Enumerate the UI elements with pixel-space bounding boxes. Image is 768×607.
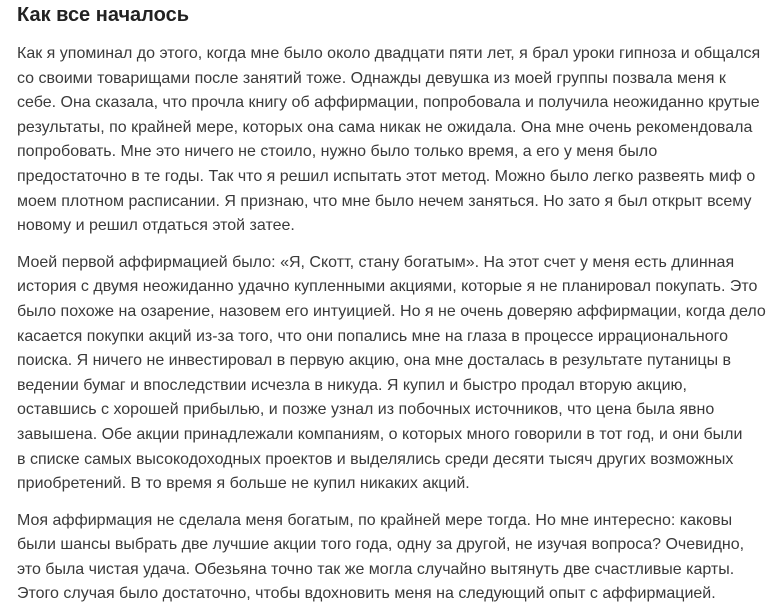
paragraph-line: приобретений. В то время я больше не купил никаких акций. — [17, 475, 470, 493]
paragraph-line: предостаточно в те годы. Так что я решил испытать этот метод. Можно было легко развеять миф о — [17, 167, 756, 185]
paragraph-line: были шансы выбрать две лучшие акции того года, одну за другой, не изучая вопроса? Очевидно, — [17, 536, 745, 554]
paragraph-2 — [17, 251, 765, 497]
paragraph-1 — [17, 42, 765, 239]
paragraph-line: себе. Она сказала, что прочла книгу об аффирмации, попробовала и получила неожиданно крутые — [17, 94, 760, 112]
paragraph-line: касается покупки акций из-за того, что они попались мне на глаза в процессе иррационального — [17, 327, 729, 345]
paragraph-line: история с двумя неожиданно удачно купленными акциями, которые я не планировал покупать. Это — [17, 278, 758, 296]
paragraph-line: Этого случая было достаточно, чтобы вдохновить меня на следующий опыт с аффирмацией. — [17, 585, 716, 603]
paragraph-line: ведении бумаг и впоследствии исчезла в никуда. Я купил и быстро продал вторую акцию, — [17, 376, 687, 394]
paragraph-line: Моя аффирмация не сделала меня богатым, по крайней мере тогда. Но мне интересно: каковы — [17, 511, 733, 529]
paragraph-line: завышена. Обе акции принадлежали компаниям, о которых много говорили в тот год, и они были — [17, 425, 743, 443]
paragraph-line: Как я упоминал до этого, когда мне было около двадцати пяти лет, я брал уроки гипноза и общался — [17, 45, 761, 62]
paragraph-line: Моей первой аффирмацией было: «Я, Скотт, стану богатым». На этот счет у меня есть длинная — [17, 253, 735, 271]
paragraph-line: было похоже на озарение, назовем его интуицией. Но я не очень доверяю аффирмации, когда дело — [17, 302, 766, 320]
paragraph-line: оставшись с хорошей прибылью, и позже узнал из побочных источников, что цена была явно — [17, 401, 715, 419]
paragraph-line: новому и решил отдаться этой затее. — [17, 217, 295, 235]
section-title: Как все началось — [17, 4, 189, 26]
paragraph-line: это была чистая удача. Обезьяна точно так же могла случайно вытянуть две счастливые карты. — [17, 560, 735, 578]
paragraph-line: моем плотном расписании. Я признаю, что мне было нечем заняться. Но зато я был открыт всему — [17, 192, 752, 210]
paragraph-line: попробовать. Мне это ничего не стоило, нужно было только время, а его у меня было — [17, 143, 658, 161]
paragraph-line: в списке самых высокодоходных проектов и выделялись среди десяти тысяч других возможных — [17, 450, 734, 468]
paragraph-line: результаты, по крайней мере, которых она сама никак не ожидала. Она мне очень рекомендовала — [17, 118, 753, 136]
paragraph-line: поиска. Я ничего не инвестировал в первую акцию, она мне досталась в результате путаницы в — [17, 352, 732, 370]
paragraph-line: со своими товарищами после занятий тоже. Однажды девушка из моей группы позвала меня к — [17, 69, 726, 87]
paragraph-3 — [17, 509, 765, 607]
